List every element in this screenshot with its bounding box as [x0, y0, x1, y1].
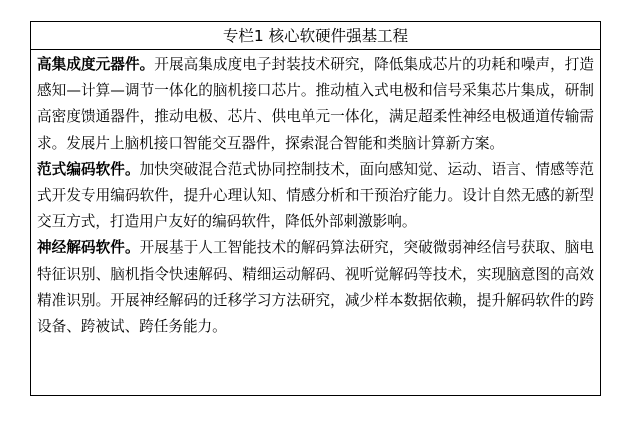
paragraph-text: 开展基于人工智能技术的解码算法研究，突破微弱神经信号获取、脑电特征识别、脑机指令快速解码、精细运动解码、视听觉解码等技术，实现脑意图的高效精准识别。开展神经解码的迁移学习方法研究，减少样本数据依赖，提升解码软件的跨设备、跨被试、跨任务能力。: [37, 239, 594, 336]
box-body: [31, 50, 600, 340]
paragraph-text: 加快突破混合范式协同控制技术，面向感知觉、运动、语言、情感等范式开发专用编码软件，提升心理认知、情感分析和干预治疗能力。设计自然无感的新型交互方式，打造用户友好的编码软件，降低外部刺激影响。: [37, 160, 594, 231]
paragraph-components: [37, 52, 594, 157]
paragraph-heading: 范式编码软件。: [37, 160, 140, 178]
feature-box: [30, 21, 601, 396]
paragraph-text: 开展高集成度电子封装技术研究，降低集成芯片的功耗和噪声，打造感知—计算—调节一体化的脑机接口芯片。推动植入式电极和信号采集芯片集成，研制高密度馈通器件，推动电极、芯片、供电单元一体化，满足超柔性神经电极通道传输需求。发展片上脑机接口智能交互器件，探索混合智能和类脑计算新方案。: [37, 56, 594, 152]
paragraph-heading: 神经解码软件。: [37, 239, 140, 257]
paragraph-encoding-software: [37, 157, 594, 236]
box-title: 专栏1 核心软硬件强基工程: [31, 22, 600, 50]
paragraph-heading: 高集成度元器件。: [37, 56, 155, 73]
paragraph-decoding-software: [37, 235, 594, 340]
